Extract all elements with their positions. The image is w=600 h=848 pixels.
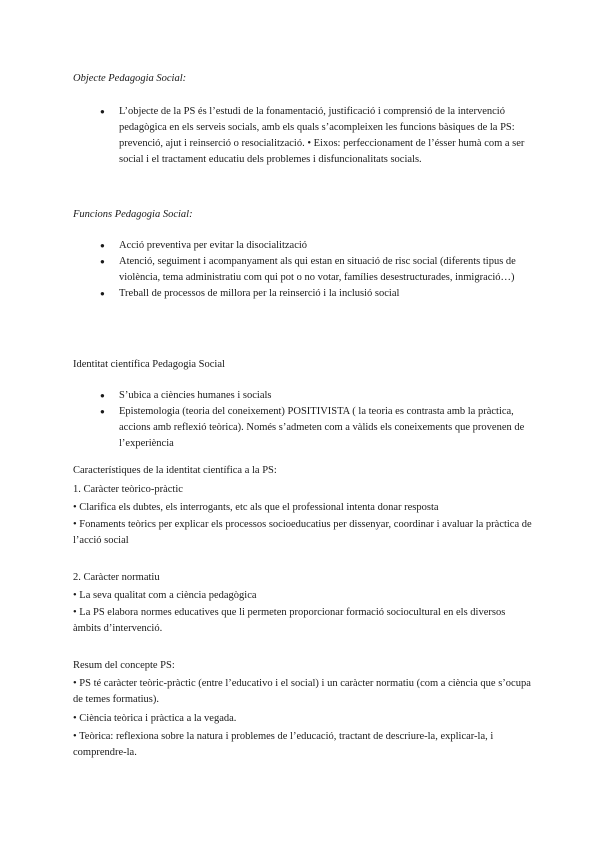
- section-title-funcions: Funcions Pedagogia Social:: [73, 209, 193, 220]
- text-line: • Clarifica els dubtes, els interrogants, etc als que el professional intenta donar resposta: [73, 502, 439, 513]
- list-item: ● Epistemologia (teoria del coneixement) POSITIVISTA ( la teoria es contrasta amb la pràctica, accions amb reflexió teòrica). Només s’admeten com a vàlids els coneixements que provenen de l’experiència: [73, 404, 533, 452]
- bullet-list-identitat: [73, 388, 533, 452]
- list-item: ● Treball de processos de millora per la reinserció i la inclusió social: [73, 286, 533, 302]
- subheading-teorico-practic: 1. Caràcter teòrico-pràctic: [73, 484, 183, 495]
- section-title-objecte: Objecte Pedagogia Social:: [73, 73, 187, 84]
- text-line: • La PS elabora normes educatives que li permeten proporcionar formació sociocultural en els diversos àmbits d’intervenció.: [73, 607, 506, 634]
- list-item: ● L’objecte de la PS és l’estudi de la fonamentació, justificació i comprensió de la intervenció pedagògica en els serveis socials, amb els quals s’acompleixen les funcions bàsiques de la PS: prevenció, ajut i reinserció o resocialització. • Eixos: perfeccionament de l’ésser humà com a ser social i el tractament educatiu dels problemes i disfuncionalitats socials.: [73, 104, 533, 168]
- bullet-list-funcions: [73, 238, 533, 302]
- section-title-resum: Resum del concepte PS:: [73, 660, 175, 671]
- list-item: ● Atenció, seguiment i acompanyament als qui estan en situació de risc social (diferents tipus de violència, tema administratiu com qui pot o no votar, famílies desestructurades, inmigració…): [73, 254, 533, 286]
- bullet-list-objecte: [73, 104, 533, 168]
- section-title-identitat: Identitat científica Pedagogia Social: [73, 359, 225, 370]
- text-line: • Fonaments teòrics per explicar els processos socioeducatius per dissenyar, coordinar i avaluar la pràctica de l’acció social: [73, 519, 532, 546]
- section-title-caracteristiques: Característiques de la identitat científica a la PS:: [73, 465, 277, 476]
- text-line: • Teòrica: reflexiona sobre la natura i problemes de l’educació, tractant de descriure-la, explicar-la, i comprendre-la.: [73, 731, 494, 758]
- subheading-normatiu: 2. Caràcter normatiu: [73, 572, 160, 583]
- text-line: • Ciència teòrica i pràctica a la vegada.: [73, 713, 237, 724]
- text-line: • PS té caràcter teòric-pràctic (entre l’educativo i el social) i un caràcter normatiu (com a ciència que s’ocupa de temes formatius).: [73, 678, 531, 705]
- text-line: • La seva qualitat com a ciència pedagògica: [73, 590, 257, 601]
- list-item: ● Acció preventiva per evitar la disocialització: [73, 238, 533, 254]
- list-item: ● S’ubica a ciències humanes i socials: [73, 388, 533, 404]
